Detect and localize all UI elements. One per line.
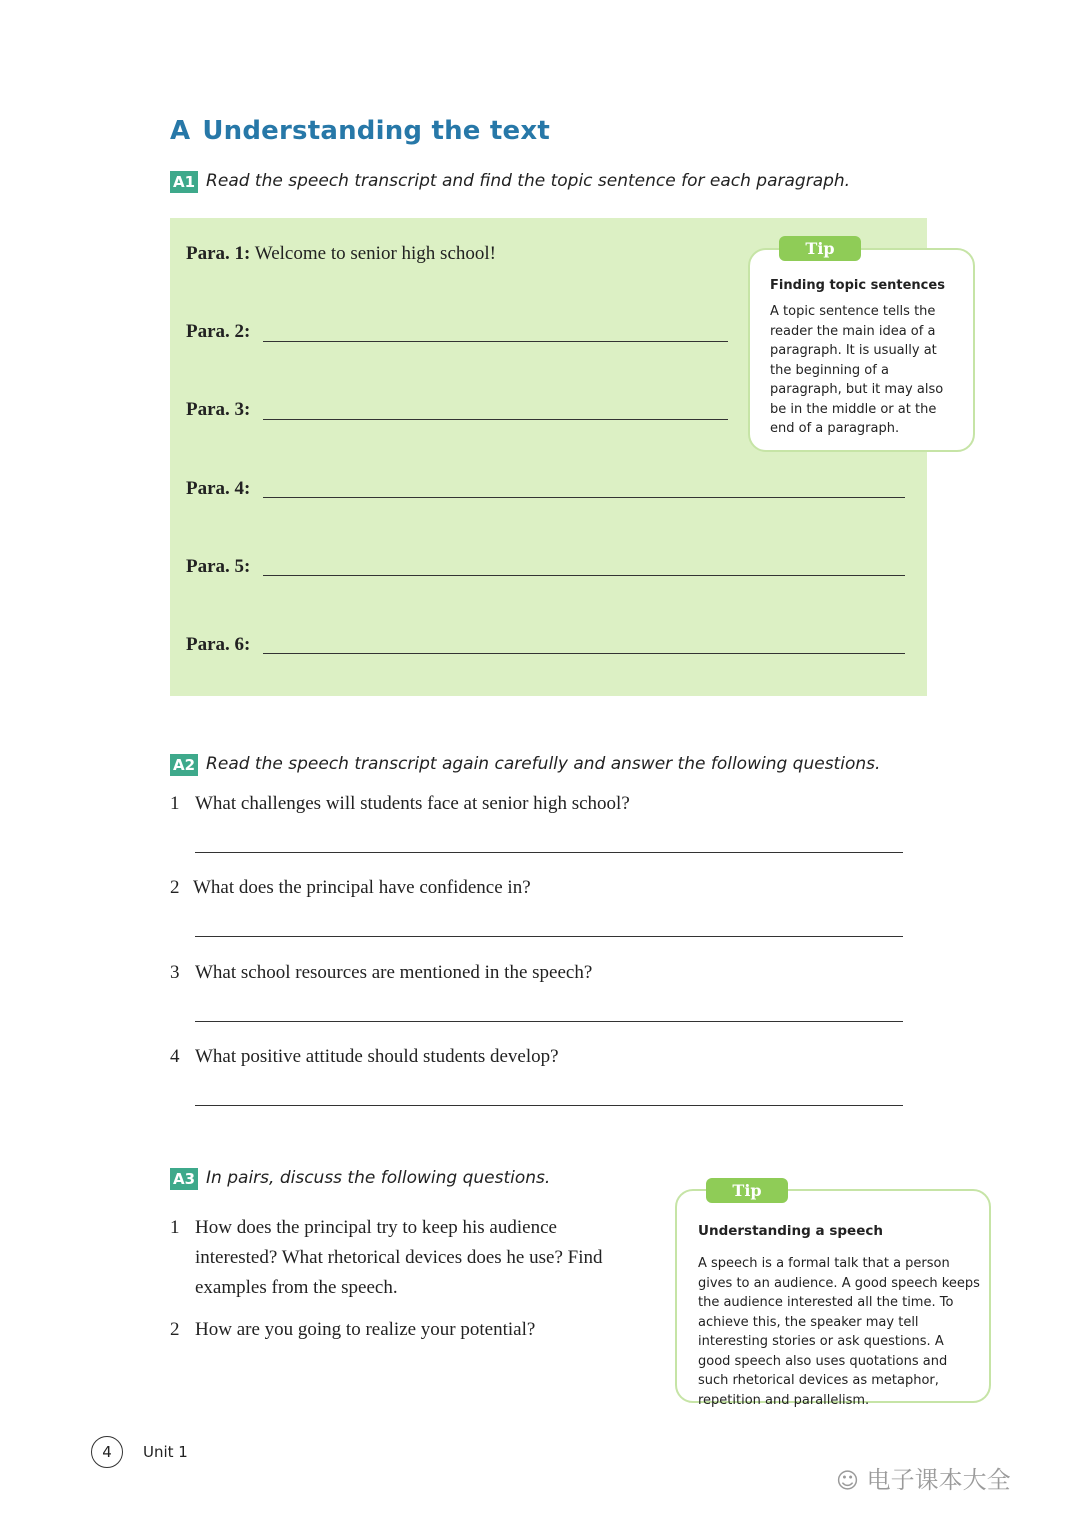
a2-question-2 (170, 877, 531, 899)
a2-instruction (170, 754, 880, 776)
a2-instruction-text: Read the speech transcript again carefully and answer the following questions. (206, 754, 881, 774)
a3-question-2 (170, 1319, 535, 1341)
question-text: What school resources are mentioned in the speech? (195, 962, 593, 983)
question-text: What does the principal have confidence in? (193, 877, 531, 898)
para-row-3 (186, 399, 250, 421)
question-text: What positive attitude should students develop? (195, 1046, 559, 1067)
question-text: How are you going to realize your potential? (195, 1319, 536, 1340)
answer-line-para-5[interactable] (263, 575, 905, 576)
section-letter: A (170, 116, 191, 146)
question-number: 1 (170, 1217, 180, 1238)
tip-tab: Tip (779, 236, 861, 261)
unit-label: Unit 1 (143, 1443, 188, 1461)
tip-heading: Understanding a speech (698, 1223, 883, 1239)
tip-body: A topic sentence tells the reader the main idea of a paragraph. It is usually at the beginning of a paragraph, but it may also be in the middle or at the end of a paragraph. (770, 304, 944, 436)
section-title-text: Understanding the text (202, 116, 550, 146)
para-label: Para. 1: (186, 243, 251, 264)
para-row-5 (186, 556, 250, 578)
para-row-1 (186, 243, 496, 265)
question-number: 3 (170, 962, 180, 983)
question-text: What challenges will students face at senior high school? (195, 793, 630, 814)
para-label: Para. 3: (186, 399, 251, 420)
a1-instruction (170, 171, 850, 193)
a2-badge: A2 (170, 754, 198, 776)
para-answer: Welcome to senior high school! (254, 243, 496, 264)
a1-badge: A1 (170, 171, 198, 193)
a3-instruction (170, 1168, 550, 1190)
question-number: 2 (170, 877, 180, 898)
para-row-4 (186, 478, 250, 500)
a3-question-1 (170, 1213, 640, 1303)
section-title (170, 116, 550, 146)
tip-tab: Tip (706, 1178, 788, 1203)
para-label: Para. 6: (186, 634, 251, 655)
question-number: 1 (170, 793, 180, 814)
para-row-2 (186, 321, 250, 343)
question-text: How does the principal try to keep his audience interested? What rhetorical devices does he use? Find examples from the speech. (195, 1217, 603, 1298)
answer-line-para-4[interactable] (263, 497, 905, 498)
answer-line-para-6[interactable] (263, 653, 905, 654)
a1-instruction-text: Read the speech transcript and find the topic sentence for each paragraph. (206, 171, 851, 191)
para-label: Para. 5: (186, 556, 251, 577)
para-row-6 (186, 634, 250, 656)
watermark (836, 1460, 1011, 1495)
wechat-icon: ☺ (836, 1469, 859, 1494)
tip-heading: Finding topic sentences (770, 278, 945, 293)
a2-question-3 (170, 962, 592, 984)
a2-question-1 (170, 793, 630, 815)
tip-box-topic-sentences (748, 248, 975, 452)
a3-instruction-text: In pairs, discuss the following questions. (206, 1168, 551, 1188)
para-label: Para. 4: (186, 478, 251, 499)
answer-line-q4[interactable] (195, 1105, 903, 1106)
a2-question-4 (170, 1046, 559, 1068)
page-number: 4 (91, 1436, 123, 1468)
answer-line-q1[interactable] (195, 852, 903, 853)
para-label: Para. 2: (186, 321, 251, 342)
a3-badge: A3 (170, 1168, 198, 1190)
question-number: 2 (170, 1319, 180, 1340)
answer-line-para-3[interactable] (263, 419, 728, 420)
answer-line-para-2[interactable] (263, 341, 728, 342)
question-number: 4 (170, 1046, 180, 1067)
watermark-text: 电子课本大全 (866, 1466, 1011, 1494)
tip-body: A speech is a formal talk that a person gives to an audience. A good speech keeps the audience interested all the time. To achieve this, the speaker may tell interesting stories or ask questions. A good speech also uses quotations and such rhetorical devices as metaphor, repetition and parallelism. (698, 1256, 980, 1408)
answer-line-q2[interactable] (195, 936, 903, 937)
tip-box-speech (675, 1189, 991, 1408)
answer-line-q3[interactable] (195, 1021, 903, 1022)
